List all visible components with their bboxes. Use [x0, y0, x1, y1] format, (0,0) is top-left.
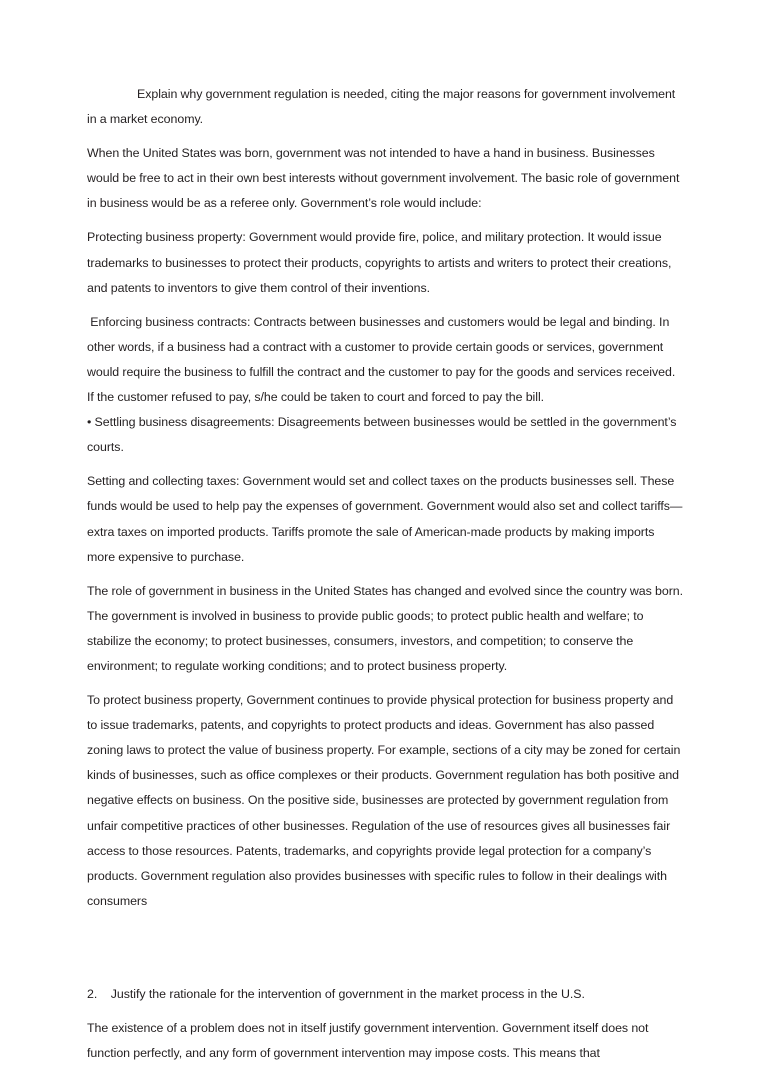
paragraph-prompt-1: Explain why government regulation is needed, citing the major reasons for government involvement in a market economy. [87, 87, 679, 127]
paragraph-setting-collecting-taxes: Setting and collecting taxes: Government would set and collect taxes on the products businesses sell. These funds would be used to help pay the expenses of government. Government would also set and collect tariffs—extra taxes on imported products. Tariffs promote the sale of American-made products by making imports more expensive to purchase. [87, 474, 683, 564]
blank-paragraph-spacer-2 [87, 957, 683, 982]
paragraph-origins: When the United States was born, government was not intended to have a hand in business. Businesses would be free to act in their own best interests without government involvement. The basic role of government in business would be as a referee only. Government’s role would include: [87, 146, 683, 211]
document-text-body [87, 82, 687, 1075]
numbered-item-2-prompt: 2. Justify the rationale for the intervention of government in the market process in the U.S. [87, 987, 585, 1002]
blank-paragraph-spacer [87, 923, 683, 948]
paragraph-existence-of-a-problem: The existence of a problem does not in itself justify government intervention. Government itself does not function perfectly, and any form of government intervention may impose costs. This means that [87, 1021, 652, 1061]
paragraph-protecting-business-property: Protecting business property: Government would provide fire, police, and military protection. It would issue trademarks to businesses to protect their products, copyrights to artists and writers to protect their creations, and patents to inventors to give them control of their inventions. [87, 230, 675, 295]
paragraph-role-of-government-evolved: The role of government in business in the United States has changed and evolved since the country was born. The government is involved in business to provide public goods; to protect public health and welfare; to stabilize the economy; to protect businesses, consumers, investors, and competition; to conserve the environment; to regulate working conditions; and to protect business property. [87, 583, 687, 673]
paragraph-enforcing-business-contracts: Enforcing business contracts: Contracts between businesses and customers would be legal and binding. In other words, if a business had a contract with a customer to provide certain goods or services, government would require the business to fulfill the contract and the customer to pay for the goods and services received. If the customer refused to pay, s/he could be taken to court and forced to pay the bill. [87, 314, 679, 405]
bullet-settling-business-disagreements: • Settling business disagreements: Disagreements between businesses would be settled in the government’s courts. [87, 415, 680, 455]
paragraph-protect-business-property-today: To protect business property, Government continues to provide physical protection for business property and to issue trademarks, patents, and copyrights to protect products and ideas. Government has also passed zoning laws to protect the value of business property. For example, sections of a city may be zoned for certain kinds of businesses, such as office complexes or their products. Government regulation has both positive and negative effects on business. On the positive side, businesses are protected by government regulation from unfair competitive practices of other businesses. Regulation of the use of resources gives all businesses fair access to those resources. Patents, trademarks, and copyrights provide legal protection for a company’s products. Government regulation also provides businesses with specific rules to follow in their dealings with consumers [87, 693, 684, 908]
